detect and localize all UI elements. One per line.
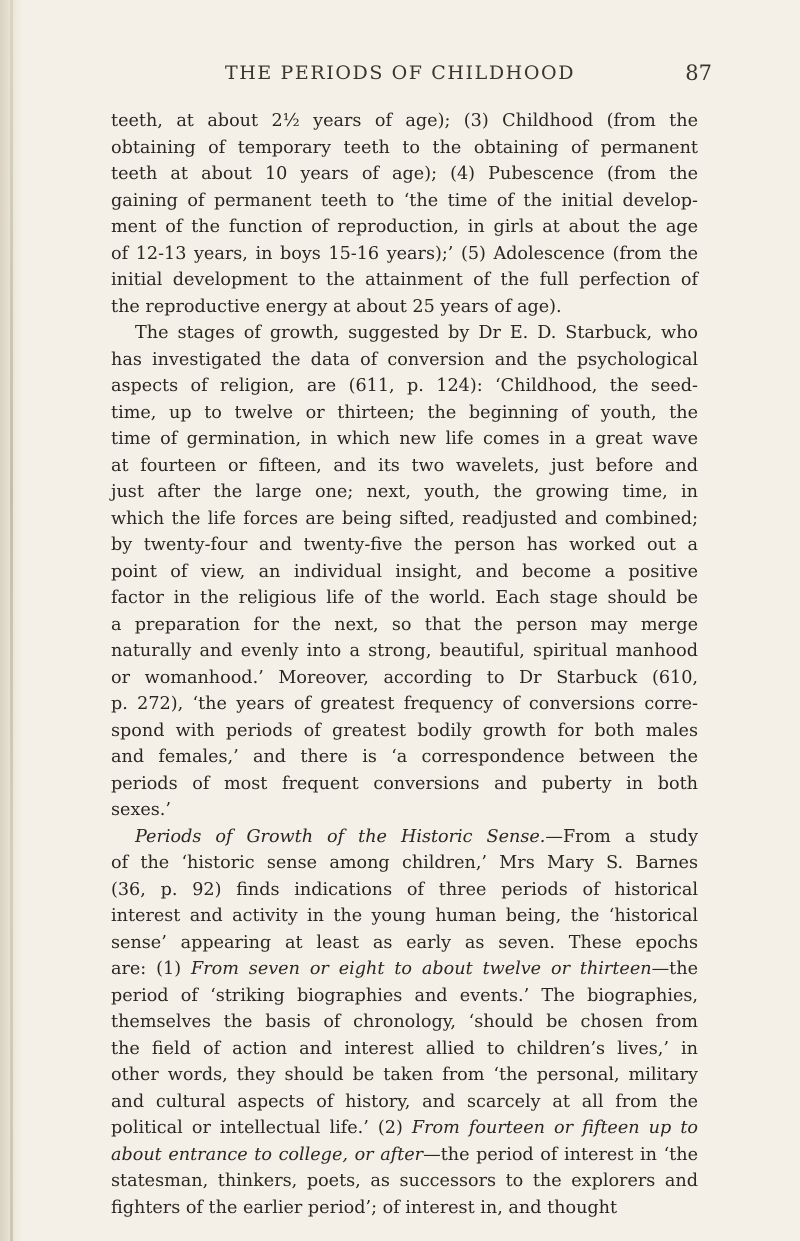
text-line [111,585,698,612]
text-line [111,426,698,453]
line-text: sexes.’ [111,800,171,820]
text-line [111,1195,698,1222]
line-text: factor in the religious life of the world. Each stage should be [111,588,698,608]
line-text: naturally and evenly into a strong, beautiful, spiritual manhood [111,641,698,661]
line-text: ment of the function of reproduction, in girls at about the age [111,217,698,237]
line-text: aspects of religion, are (611, p. 124): ‘Childhood, the seed- [111,376,698,396]
text-line [111,453,698,480]
text-line [111,347,698,374]
italic-text: From fourteen or fifteen up to [411,1118,698,1138]
line-text: —the period of interest in ‘the [423,1144,698,1165]
text-line [111,1009,698,1036]
line-text: of 12-13 years, in boys 15-16 years);’ (5) Adolescence (from the [111,243,698,264]
text-line [111,532,698,559]
line-text: teeth, at about 2½ years of age); (3) Childhood (from the [111,111,698,131]
text-line [111,983,698,1010]
text-line [111,718,698,745]
line-text: at fourteen or fifteen, and its two wavelets, just before and [111,455,698,476]
text-line [111,612,698,639]
line-text: and cultural aspects of history, and scarcely at all from the [111,1091,698,1112]
text-line [111,797,698,824]
line-text: time of germination, in which new life comes in a great wave [111,429,698,449]
text-line [111,214,698,241]
line-text: point of view, an individual insight, and become a positive [111,561,698,582]
text-line [111,161,698,188]
line-text: time, up to twelve or thirteen; the beginning of youth, the [111,402,698,423]
line-text: sense’ appearing at least as early as seven. These epochs [111,932,698,953]
text-line [111,665,698,692]
line-text: are: (1) [111,959,191,979]
body-text [111,108,698,1221]
text-line [111,294,698,321]
line-text: (36, p. 92) finds indications of three periods of historical [111,879,698,900]
text-line [111,1089,698,1116]
running-head: THE PERIODS OF CHILDHOOD [224,62,576,84]
text-line [111,400,698,427]
text-line [111,1168,698,1195]
italic-text: about entrance to college, or after [111,1144,424,1165]
line-text: which the life forces are being sifted, readjusted and combined; [111,508,698,529]
text-line [111,479,698,506]
italic-text: Periods of Growth of the Historic Sense. [135,826,546,847]
line-text: —the [651,959,698,979]
line-text: spond with periods of greatest bodily growth for both males [111,720,698,741]
line-text: interest and activity in the young human being, the ‘historical [111,906,698,926]
text-line [111,320,698,347]
page-binding-edge [10,0,13,1241]
text-line [111,506,698,533]
line-text: just after the large one; next, youth, the growing time, in [111,482,698,502]
line-text: —From a study [545,826,699,847]
page-header [0,62,800,92]
text-line [111,824,698,851]
text-line [111,744,698,771]
line-text: p. 272), ‘the years of greatest frequency of conversions corre- [111,694,698,714]
line-text: teeth at about 10 years of age); (4) Pubescence (from the [111,164,698,184]
text-line [111,956,698,983]
text-line [111,188,698,215]
text-line [111,930,698,957]
line-text: has investigated the data of conversion and the psychological [111,349,698,370]
text-line [111,559,698,586]
text-line [111,691,698,718]
text-line [111,108,698,135]
line-text: of the ‘historic sense among children,’ Mrs Mary S. Barnes [111,853,698,873]
line-text: and females,’ and there is ‘a correspondence between the [111,747,698,767]
text-line [111,267,698,294]
page-number: 87 [685,61,712,85]
text-line [111,1062,698,1089]
line-text: fighters of the earlier period’; of interest in, and thought [111,1197,618,1218]
text-line [111,1036,698,1063]
text-line [111,135,698,162]
line-text: the reproductive energy at about 25 years of age). [111,296,562,317]
italic-text: From seven or eight to about twelve or thirteen [190,959,652,979]
text-line [111,903,698,930]
text-line [111,638,698,665]
text-line [111,373,698,400]
text-line [111,877,698,904]
text-line [111,1115,698,1142]
text-line [111,850,698,877]
text-line [111,241,698,268]
line-text: periods of most frequent conversions and puberty in both [111,773,698,794]
line-text: initial development to the attainment of the full perfection of [111,270,698,290]
line-text: or womanhood.’ Moreover, according to Dr Starbuck (610, [111,667,698,688]
line-text: gaining of permanent teeth to ‘the time of the initial develop- [111,190,698,211]
line-text: obtaining of temporary teeth to the obtaining of permanent [111,137,698,158]
line-text: the field of action and interest allied to children’s lives,’ in [111,1038,698,1059]
line-text: The stages of growth, suggested by Dr E. D. Starbuck, who [135,323,698,343]
line-text: period of ‘striking biographies and events.’ The biographies, [111,985,698,1006]
line-text: by twenty-four and twenty-five the person has worked out a [111,535,698,555]
line-text: other words, they should be taken from ‘the personal, military [111,1065,698,1085]
line-text: political or intellectual life.’ (2) [111,1118,412,1138]
text-line [111,771,698,798]
line-text: statesman, thinkers, poets, as successors to the explorers and [111,1171,698,1191]
line-text: themselves the basis of chronology, ‘should be chosen from [111,1012,698,1032]
text-line [111,1142,698,1169]
line-text: a preparation for the next, so that the person may merge [111,614,698,635]
